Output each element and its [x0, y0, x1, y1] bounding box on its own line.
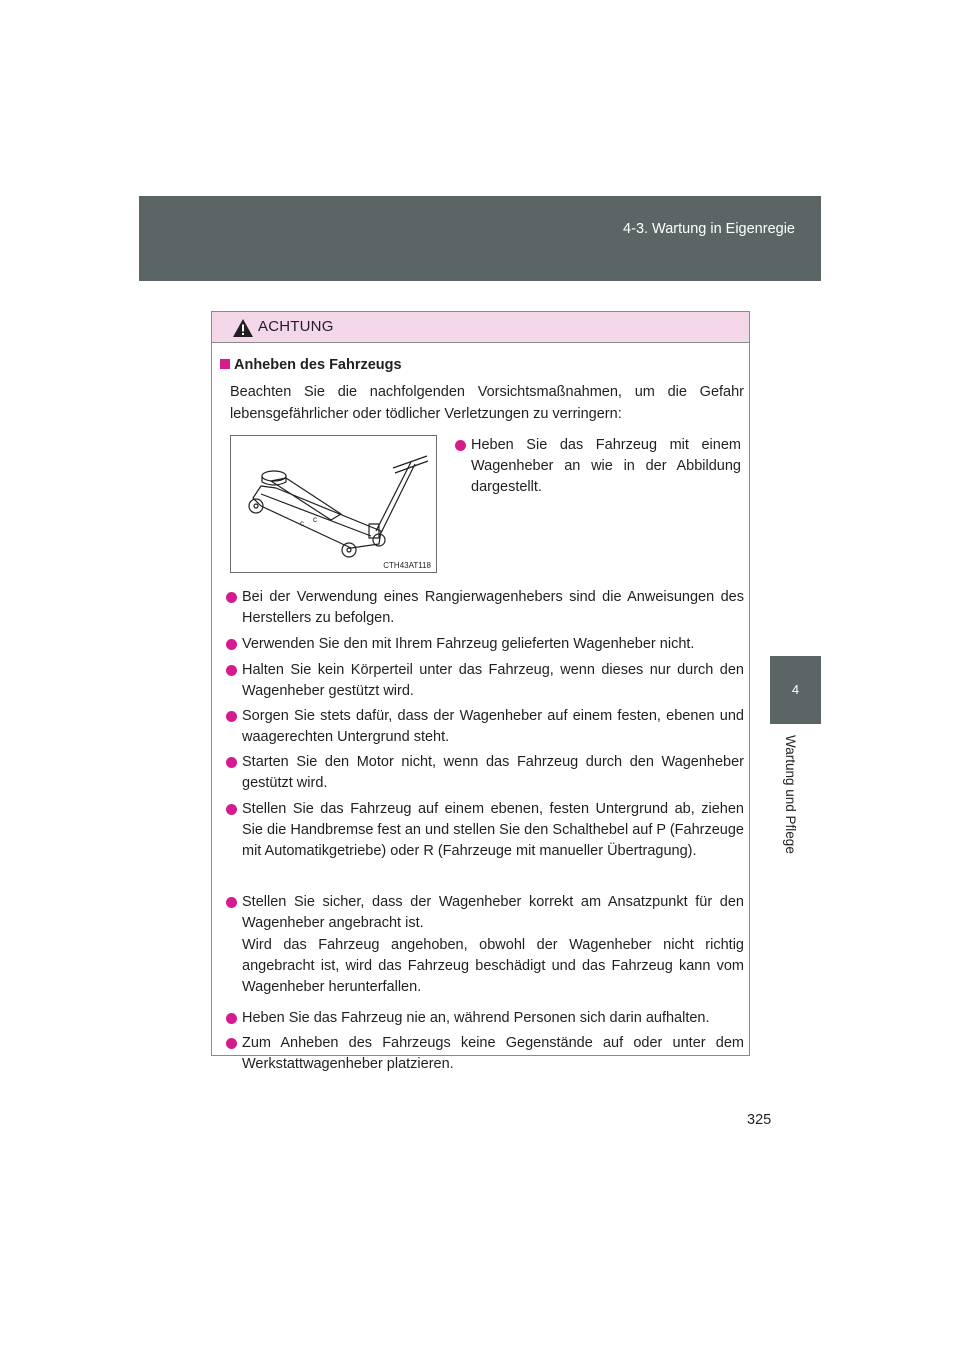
chapter-tab[interactable]: 4 [770, 656, 821, 724]
list-item [242, 892, 744, 934]
bullet-dot-icon [455, 440, 466, 451]
list-item [242, 587, 744, 629]
list-item-text: Bei der Verwendung eines Rangierwagenhebers sind die Anweisungen des Herstellers zu befolgen. [242, 589, 744, 626]
bullet-dot-icon [226, 592, 237, 603]
list-item-text: Heben Sie das Fahrzeug mit einem Wagenheber an wie in der Abbildung dargestellt. [471, 437, 741, 495]
list-item [242, 1033, 744, 1075]
list-item-text: Zum Anheben des Fahrzeugs keine Gegenstände auf oder unter dem Werkstattwagenheber platzieren. [242, 1035, 744, 1072]
list-item-text: Stellen Sie das Fahrzeug auf einem ebenen, festen Untergrund ab, ziehen Sie die Handbremse fest an und stellen Sie den Schalthebel auf P (Fahrzeuge mit Automatikgetriebe) oder R (Fahrzeuge mit manueller Übertragung). [242, 801, 744, 859]
floor-jack-drawing [231, 436, 436, 572]
list-item-continuation [242, 935, 744, 998]
list-item-text: Verwenden Sie den mit Ihrem Fahrzeug gelieferten Wagenheber nicht. [242, 636, 695, 652]
square-bullet-icon [220, 359, 230, 369]
section-title: 4-3. Wartung in Eigenregie [623, 221, 795, 237]
list-item-text: Heben Sie das Fahrzeug nie an, während Personen sich darin aufhalten. [242, 1010, 710, 1026]
list-item [242, 1008, 744, 1029]
list-item [242, 706, 744, 748]
bullet-dot-icon [226, 665, 237, 676]
list-item [242, 752, 744, 794]
header-band [139, 196, 821, 281]
list-item-text: Sorgen Sie stets dafür, dass der Wagenheber auf einem festen, ebenen und waagerechten Untergrund steht. [242, 708, 744, 745]
intro-text: Beachten Sie die nachfolgenden Vorsichtsmaßnahmen, um die Gefahr lebensgefährlicher oder tödlicher Verletzungen zu verringern: [230, 384, 744, 422]
warning-icon [232, 318, 254, 338]
chapter-label [783, 735, 807, 875]
section-heading-text: Anheben des Fahrzeugs [234, 357, 402, 373]
bullet-dot-icon [226, 711, 237, 722]
svg-text:c: c [300, 519, 304, 528]
page-number: 325 [747, 1112, 772, 1128]
caution-title: ACHTUNG [258, 318, 334, 335]
bullet-dot-icon [226, 897, 237, 908]
svg-text:c: c [313, 515, 317, 524]
list-item [242, 660, 744, 702]
bullet-dot-icon [226, 1038, 237, 1049]
list-item [242, 634, 744, 655]
list-item-text: Starten Sie den Motor nicht, wenn das Fahrzeug durch den Wagenheber gestützt wird. [242, 754, 744, 791]
list-item [242, 799, 744, 862]
caution-header [212, 312, 749, 343]
figure-code: CTH43AT118 [383, 561, 431, 570]
section-heading [220, 357, 402, 373]
list-item [471, 435, 741, 498]
caution-box [211, 311, 750, 1072]
bullet-dot-icon [226, 1013, 237, 1024]
jack-illustration [230, 435, 437, 573]
chapter-label-text: Wartung und Pflege [783, 735, 798, 854]
bullet-dot-icon [226, 804, 237, 815]
bullet-dot-icon [226, 757, 237, 768]
bullet-dot-icon [226, 639, 237, 650]
list-item-text: Stellen Sie sicher, dass der Wagenheber korrekt am Ansatzpunkt für den Wagenheber angebracht ist. [242, 894, 744, 931]
list-item-text: Wird das Fahrzeug angehoben, obwohl der Wagenheber nicht richtig angebracht ist, wird das Fahrzeug beschädigt und das Fahrzeug kann vom Wagenheber herunterfallen. [242, 937, 744, 995]
list-item-text: Halten Sie kein Körperteil unter das Fahrzeug, wenn dieses nur durch den Wagenheber gestützt wird. [242, 662, 744, 699]
